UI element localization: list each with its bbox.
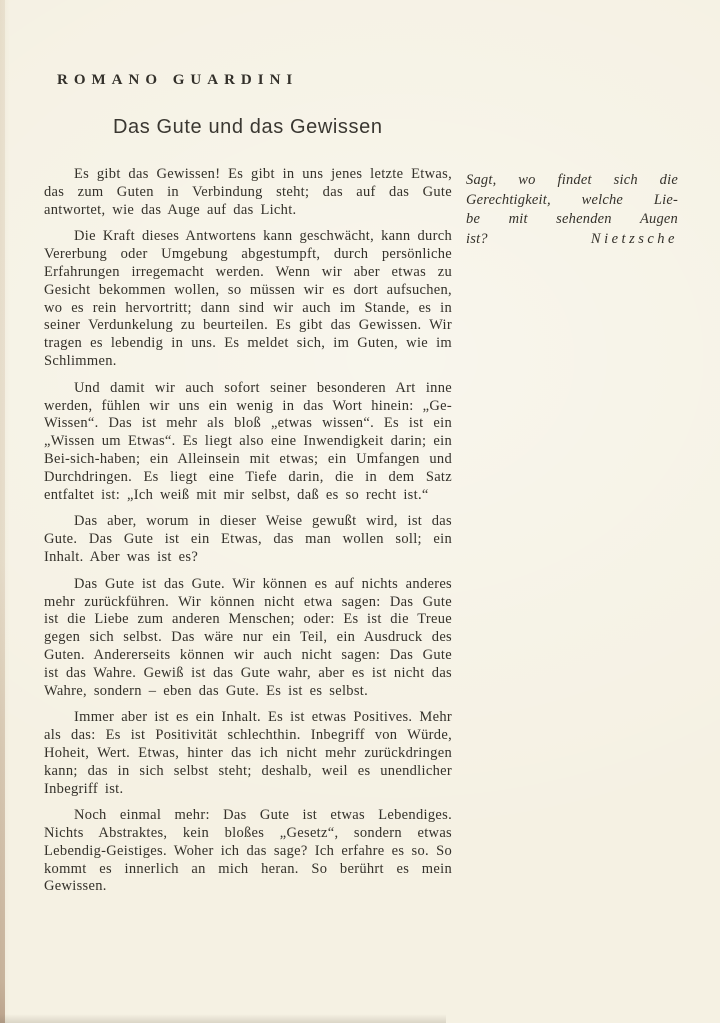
margin-quote-lines bbox=[466, 171, 678, 230]
paragraph: Und damit wir auch sofort seiner besonderen Art inne werden, fühlen wir uns ein wenig in das Wort hinein: „Ge-Wissen“. Das ist mehr als bloß „etwas wissen“. Es ist ein „Wissen um Etwas“. Es liegt also eine Inwendigkeit darin; ein Bei-sich-haben; ein Alleinsein mit etwas; ein Umfangen und Durchdringen. Es liegt eine Tiefe darin, die in dem Satz entfaltet ist: „Ich weiß mit mir selbst, daß es so recht ist.“ bbox=[44, 379, 452, 503]
margin-quote-last-line bbox=[466, 230, 678, 250]
margin-quote-line: be mit sehenden Augen bbox=[466, 211, 678, 227]
author-name: ROMANO GUARDINI bbox=[57, 72, 299, 88]
quote-question-end: ist? bbox=[466, 230, 488, 247]
body-text bbox=[44, 166, 452, 905]
paragraph: Es gibt das Gewissen! Es gibt in uns jenes letzte Etwas, das zum Guten in Verbindung steht; das auf das Gute antwortet, wie das Auge auf das Licht. bbox=[44, 166, 452, 218]
paragraph: Das aber, worum in dieser Weise gewußt wird, ist das Gute. Das Gute ist ein Etwas, das man wollen soll; ein Inhalt. Aber was ist es? bbox=[44, 513, 452, 565]
paragraph: Immer aber ist es ein Inhalt. Es ist etwas Positives. Mehr als das: Es ist Positivität schlechthin. Inbegriff von Würde, Hoheit, Wert. Etwas, hinter das ich nicht mehr zurückdringen kann; das in sich selbst steht; deshalb, weil es unendlicher Inbegriff ist. bbox=[44, 709, 452, 797]
page-left-edge-shadow bbox=[0, 0, 5, 1023]
page-bottom-shadow bbox=[0, 1014, 446, 1023]
page-title: Das Gute und das Gewissen bbox=[113, 116, 383, 138]
paragraph: Die Kraft dieses Antwortens kann geschwächt, kann durch Vererbung oder Umgebung abgestumpft, durch persönliche Erfahrungen irregemacht werden. Wenn wir aber etwas zu Gesicht bekommen wollen, so müssen wir es dort aufsuchen, wo es rein hervortritt; dann sind wir auch im Stande, es in seiner Verdunkelung zu beurteilen. Es gibt das Gewissen. Wir tragen es lebendig in uns. Es meldet sich, im Guten, wie im Schlimmen. bbox=[44, 228, 452, 369]
paragraph: Noch einmal mehr: Das Gute ist etwas Lebendiges. Nichts Abstraktes, kein bloßes „Gesetz“, sondern etwas Lebendig-Geistiges. Woher ich das sage? Ich erfahre es so. So kommt es innerlich an mich heran. So berührt es mein Gewissen. bbox=[44, 807, 452, 895]
margin-quote-line: Gerechtigkeit, welche Lie- bbox=[466, 191, 678, 208]
margin-quote bbox=[466, 171, 678, 249]
paragraph: Das Gute ist das Gute. Wir können es auf nichts anderes mehr zurückführen. Wir können nicht etwa sagen: Das Gute ist die Liebe zum anderen Menschen; oder: Es ist die Treue gegen sich selbst. Das wäre nur ein Teil, ein Ausdruck des Guten. Andererseits können wir auch nicht sagen: Das Gute ist das Wahre. Gewiß ist das Gute wahr, aber es ist nicht das Wahre, sondern – eben das Gute. Es ist es selbst. bbox=[44, 575, 452, 699]
quote-attribution: Nietzsche bbox=[590, 230, 678, 247]
margin-quote-line: Sagt, wo findet sich die bbox=[466, 172, 678, 188]
